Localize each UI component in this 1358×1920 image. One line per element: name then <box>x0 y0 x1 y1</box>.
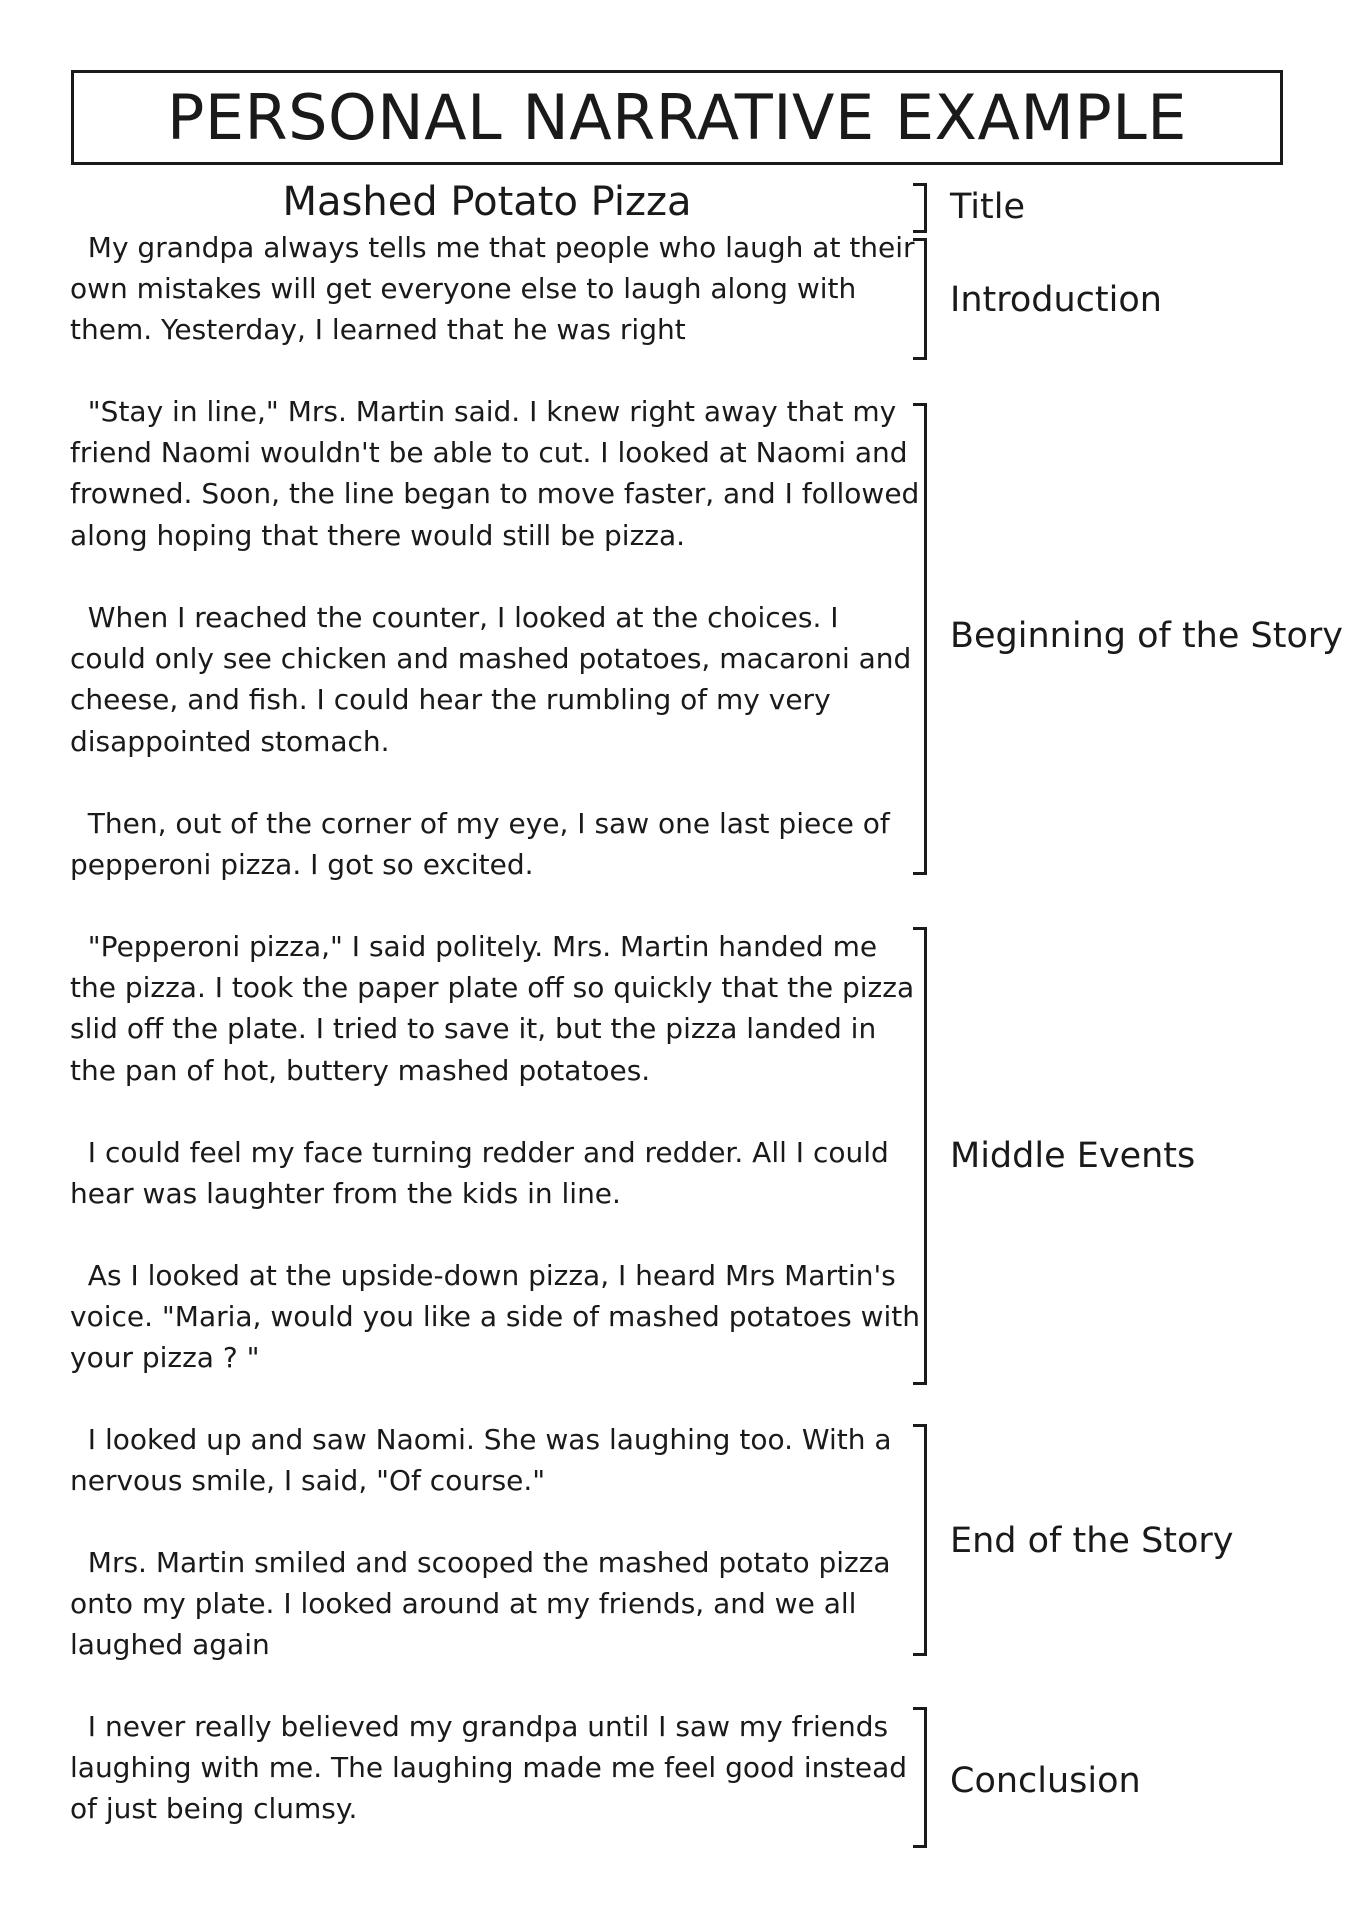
bracket-end <box>913 1424 927 1656</box>
page-title: PERSONAL NARRATIVE EXAMPLE <box>167 80 1187 154</box>
label-title: Title <box>950 187 1026 227</box>
paragraph-middle-1: "Pepperoni pizza," I said politely. Mrs. Martin handed me the pizza. I took the paper plate off so quickly that the pizza slid off the plate. I tried to save it, but the pizza landed in the pan of hot, buttery mashed potatoes. <box>70 930 915 1087</box>
label-introduction: Introduction <box>950 280 1162 320</box>
bracket-middle <box>913 927 927 1385</box>
bracket-title <box>913 183 927 233</box>
label-middle: Middle Events <box>950 1136 1196 1176</box>
paragraph-beginning-3: Then, out of the corner of my eye, I saw one last piece of pepperoni pizza. I got so excited. <box>70 807 890 882</box>
paragraph-beginning-1: "Stay in line," Mrs. Martin said. I knew right away that my friend Naomi wouldn't be able to cut. I looked at Naomi and frowned. Soon, the line began to move faster, and I followed along hoping that there would still be pizza. <box>70 395 920 552</box>
bracket-conclusion <box>913 1707 927 1848</box>
paragraph-middle-3: As I looked at the upside-down pizza, I heard Mrs Martin's voice. "Maria, would you like a side of mashed potatoes with your pizza ? " <box>70 1259 920 1375</box>
page-title-box <box>71 70 1283 165</box>
paragraph-introduction: My grandpa always tells me that people who laugh at their own mistakes will get everyone else to laugh along with them. Yesterday, I learned that he was right <box>70 231 915 347</box>
paragraph-conclusion: I never really believed my grandpa until I saw my friends laughing with me. The laughing made me feel good instead of just being clumsy. <box>70 1710 908 1826</box>
bracket-introduction <box>913 238 927 360</box>
paragraph-end-2: Mrs. Martin smiled and scooped the mashed potato pizza onto my plate. I looked around at my friends, and we all laughed again <box>70 1546 891 1662</box>
label-conclusion: Conclusion <box>950 1761 1141 1801</box>
bracket-beginning <box>913 403 927 875</box>
paragraph-beginning-2: When I reached the counter, I looked at the choices. I could only see chicken and mashed potatoes, macaroni and cheese, and fish. I could hear the rumbling of my very disappointed stomach. <box>70 601 912 758</box>
label-end: End of the Story <box>950 1521 1234 1561</box>
story-title: Mashed Potato Pizza <box>282 179 692 225</box>
paragraph-middle-2: I could feel my face turning redder and redder. All I could hear was laughter from the kids in line. <box>70 1136 889 1211</box>
label-beginning: Beginning of the Story <box>950 616 1343 656</box>
paragraph-end-1: I looked up and saw Naomi. She was laughing too. With a nervous smile, I said, "Of course." <box>70 1423 892 1498</box>
